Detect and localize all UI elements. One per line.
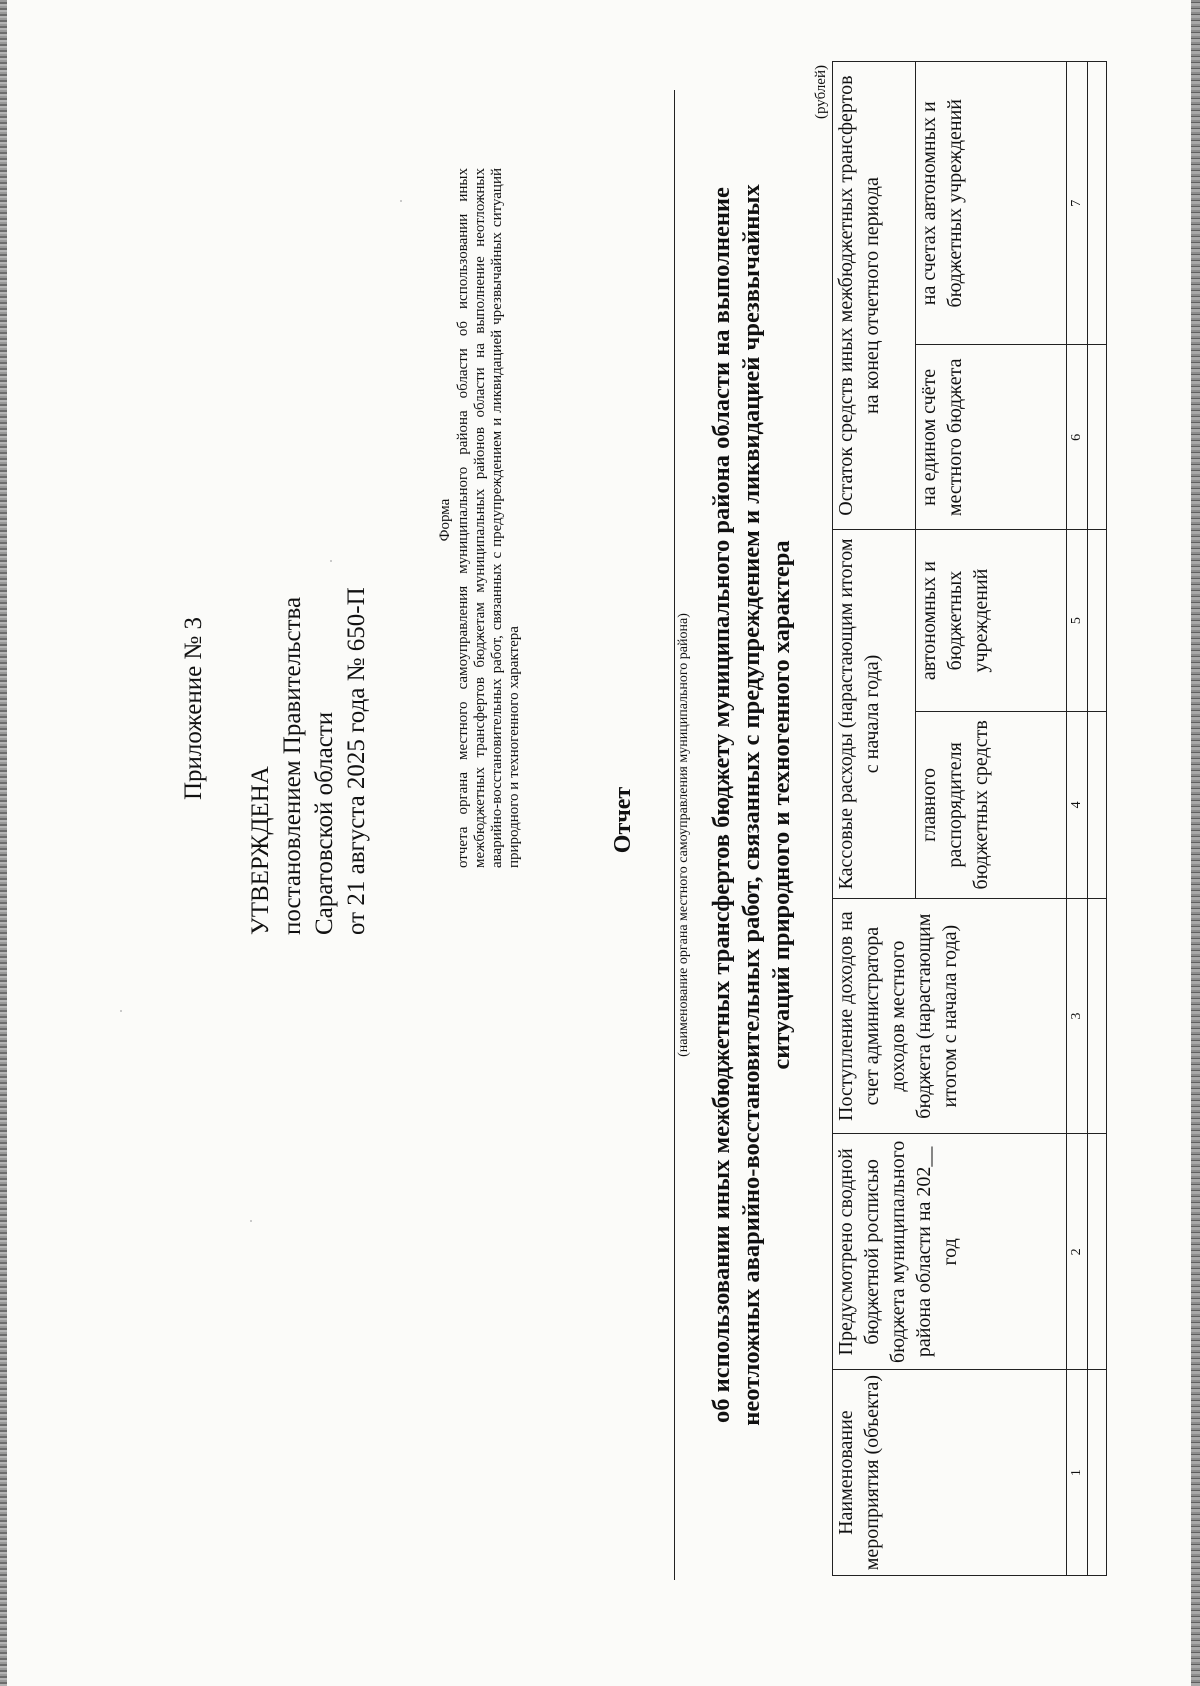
org-name-underline xyxy=(674,90,675,1580)
column-number: 6 xyxy=(1067,345,1088,530)
column-number: 2 xyxy=(1067,1134,1088,1370)
report-table xyxy=(832,61,1107,1576)
main-title-line: об использовании иных межбюджетных трансфертов бюджету муниципального района области на выполнение xyxy=(708,187,735,1423)
approval-block xyxy=(245,495,373,935)
table-header-row xyxy=(833,62,916,1576)
table-cell xyxy=(1088,1370,1107,1576)
scan-edge-right xyxy=(1191,0,1200,1686)
scan-edge-left xyxy=(0,0,7,1686)
table-cell xyxy=(1088,711,1107,898)
approval-line: постановлением Правительства xyxy=(279,596,306,935)
units-label: (рублей) xyxy=(813,65,829,120)
header-single-account: на едином счёте местного бюджета xyxy=(916,345,1067,530)
document-page xyxy=(65,10,1145,1630)
appendix-number: Приложение № 3 xyxy=(180,616,207,800)
main-title-line: неотложных аварийно-восстановительных работ, связанных с предупреждением и ликвидацией чрезвычайных xyxy=(738,184,765,1426)
header-event-name: Наименование мероприятия (объекта) xyxy=(833,1370,1067,1576)
column-number: 3 xyxy=(1067,898,1088,1134)
header-balance: Остаток средств иных межбюджетных трансфертов на конец отчетного периода xyxy=(833,62,916,530)
column-number: 5 xyxy=(1067,530,1088,712)
table-cell xyxy=(1088,1134,1107,1370)
report-main-title xyxy=(707,25,797,1585)
header-cash-expenses: Кассовые расходы (нарастающим итогом с начала года) xyxy=(833,530,916,899)
column-number: 7 xyxy=(1067,62,1088,346)
approval-line: Саратовской области xyxy=(311,711,338,935)
org-name-caption: (наименование органа местного самоуправления муниципального района) xyxy=(676,613,691,1057)
table-cell xyxy=(1088,530,1107,712)
table-cell xyxy=(1088,345,1107,530)
form-title: Форма xyxy=(437,498,453,542)
header-revenue: Поступление доходов на счет администратора доходов местного бюджета (нарастающим итогом с начала года) xyxy=(833,898,1067,1134)
table-cell xyxy=(1088,898,1107,1134)
header-institution-accounts: на счетах автономных и бюджетных учреждений xyxy=(916,62,1067,346)
approval-line: УТВЕРЖДЕНА xyxy=(247,766,274,935)
form-description: отчета органа местного самоуправления муниципального района области об использовании иных межбюджетных трансфертов бюджетам муниципальных районов области на выполнение неотложных аварийно-восстановительных работ, связанных с предупреждением и ликвидацией чрезвычайных ситуаций природного и техногенного характера xyxy=(455,168,522,868)
header-main-manager: главного распорядителя бюджетных средств xyxy=(916,711,1067,898)
column-number: 1 xyxy=(1067,1370,1088,1576)
header-autonomous-institutions: автономных и бюджетных учреждений xyxy=(916,530,1067,712)
approval-line: от 21 августа 2025 года № 650-П xyxy=(343,587,370,935)
main-title-line: ситуаций природного и техногенного характера xyxy=(768,540,795,1070)
table-numbers-row xyxy=(1067,62,1088,1576)
table-row xyxy=(1088,62,1107,1576)
header-planned: Предусмотрено сводной бюджетной росписью бюджета муниципального района области на 202__ год xyxy=(833,1134,1067,1370)
report-title: Отчет xyxy=(610,786,636,854)
table-cell xyxy=(1088,62,1107,346)
column-number: 4 xyxy=(1067,711,1088,898)
